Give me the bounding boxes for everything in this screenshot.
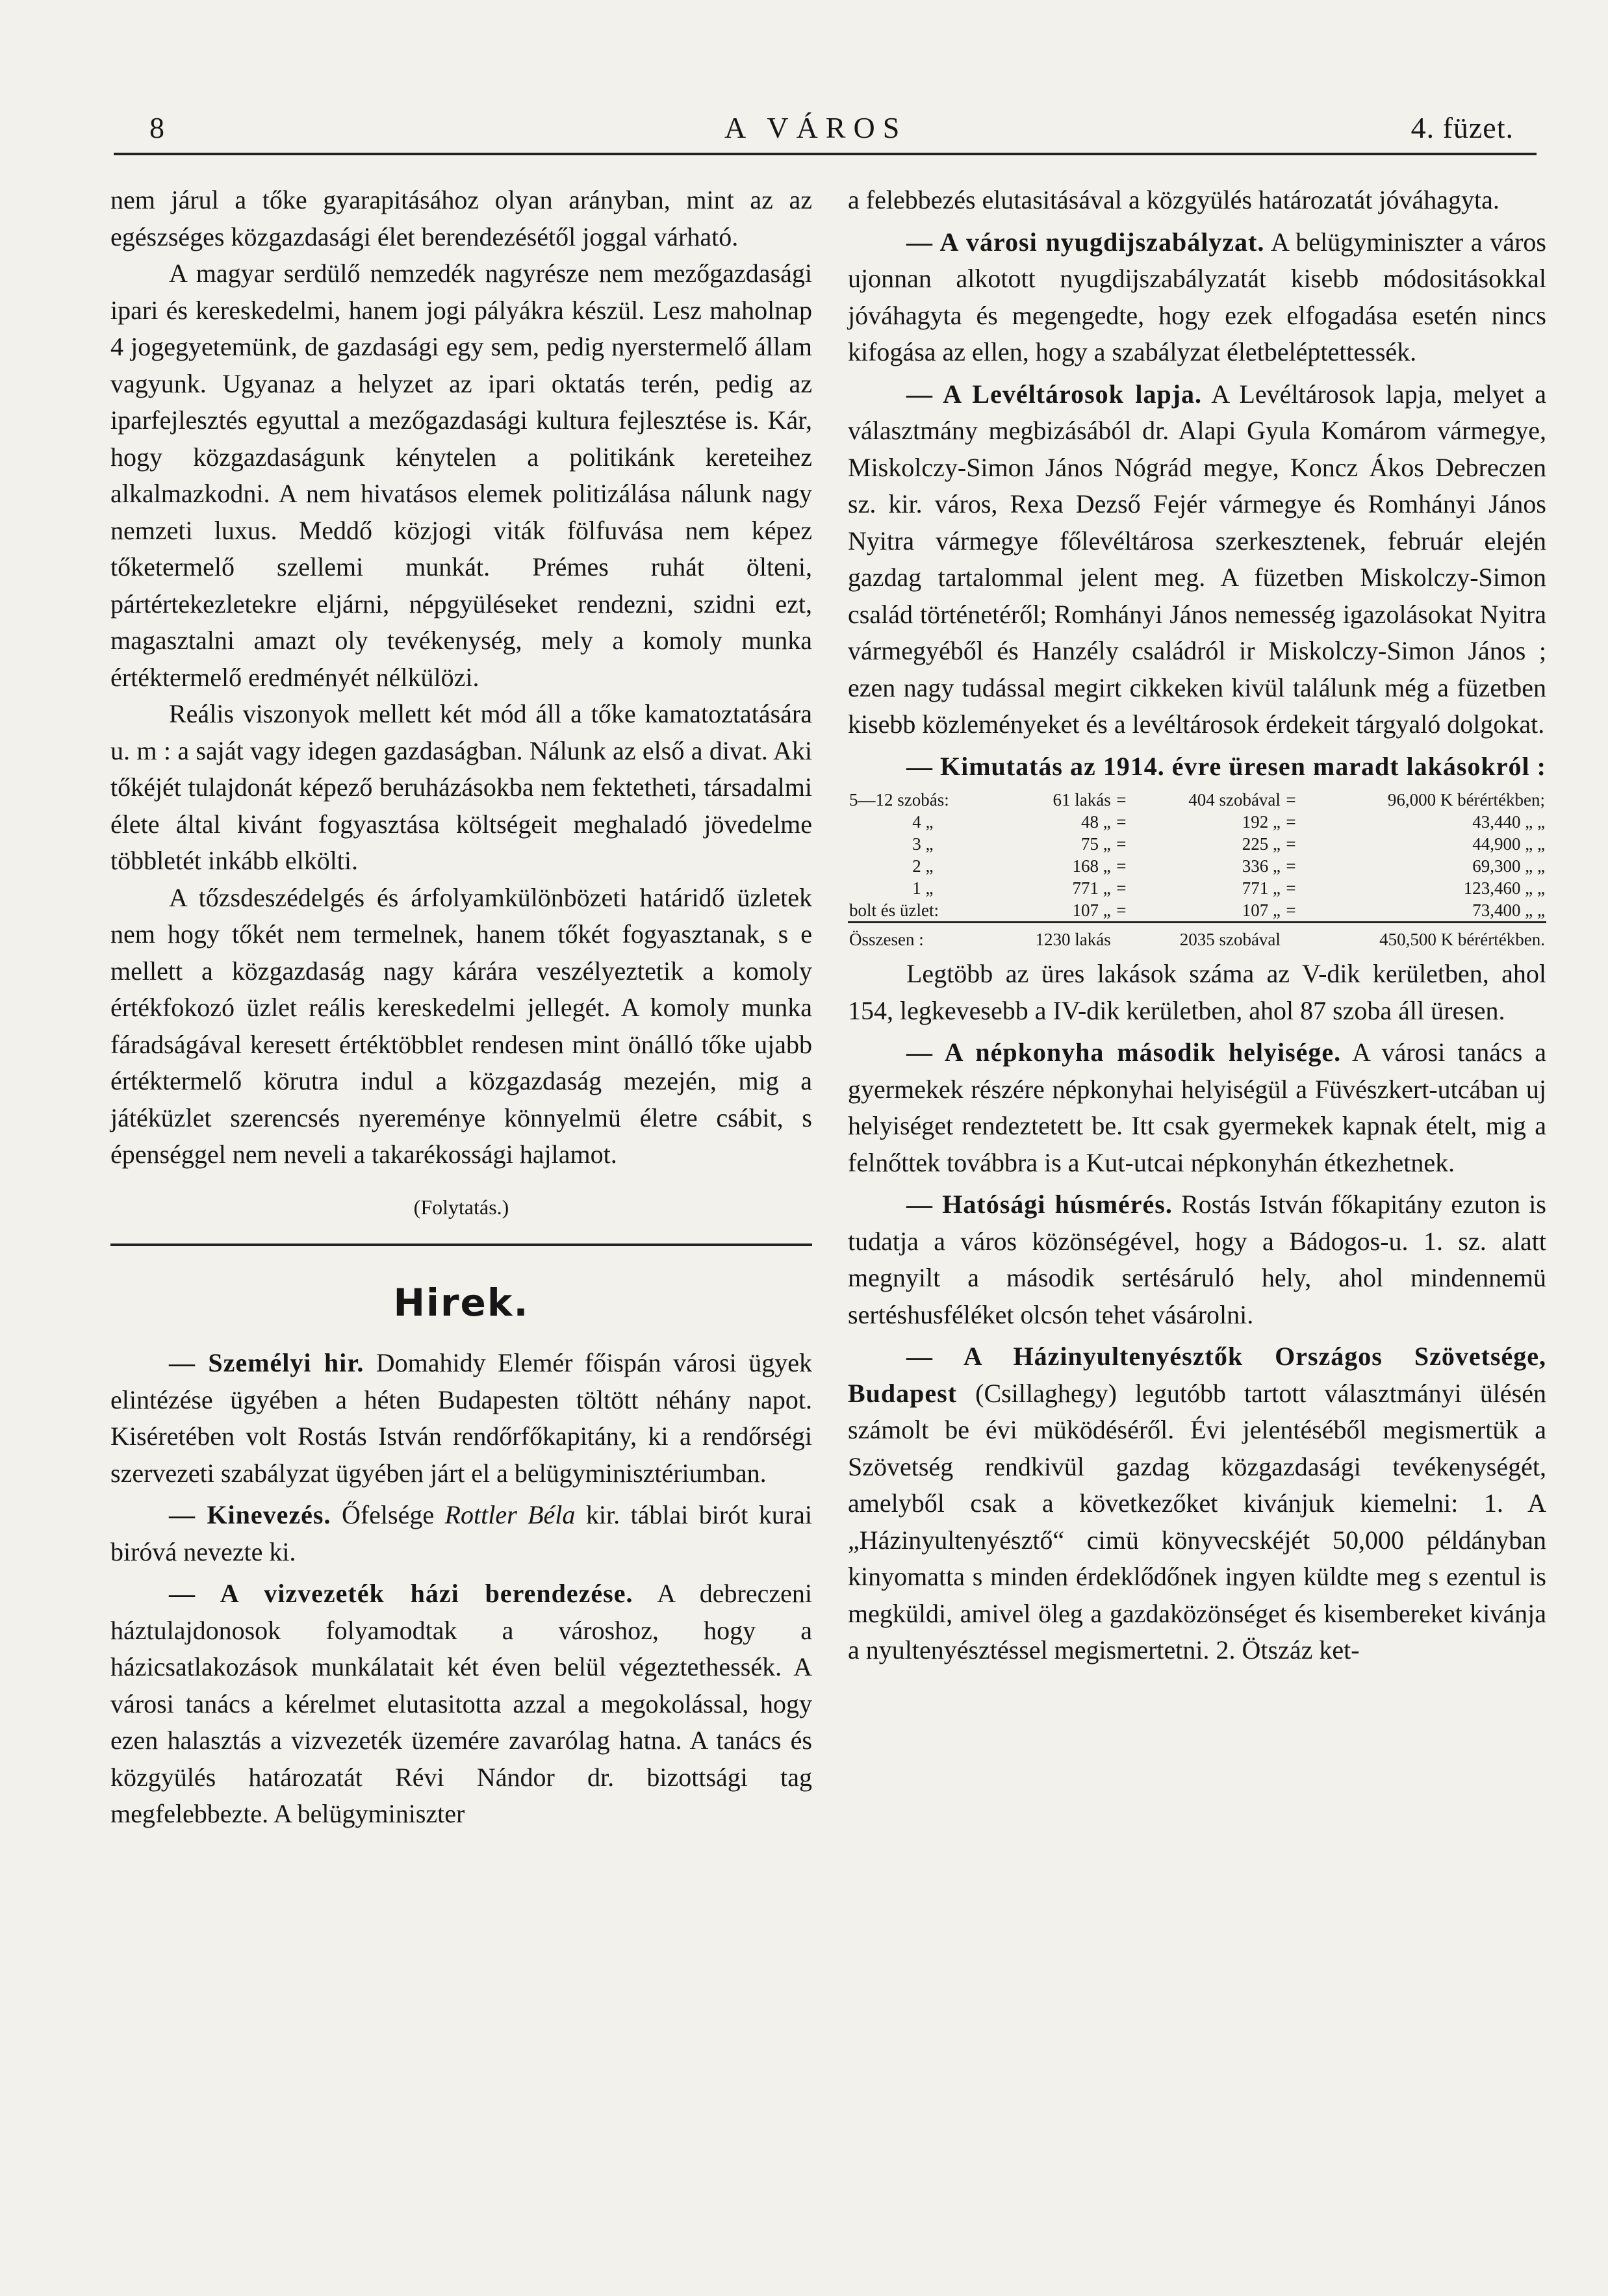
table-cell: 450,500 K bérértékben. (1300, 923, 1546, 951)
news-item-title: — A Házinyultenyésztők Országos Szövetsége, Budapest (848, 1342, 1546, 1408)
table-cell: 336 „ (1242, 856, 1281, 876)
table-cell-empty (1112, 923, 1130, 951)
news-item-text: A debreczeni háztulajdonosok folyamodtak a városhoz, hogy a házicsatlakozások munkálatait két éven belül végeztethessék. A városi tanács a kérelmet elutasitotta azzal a megokolással, hogy ezen halasztás a vizvezeték üzemére zavarólag hatna. A tanács és közgyülés határozatát Révi Nándor dr. bizottsági tag megfelebbezte. A belügyminiszter (110, 1579, 812, 1828)
table-cell: = (1116, 834, 1127, 854)
table-cell: 123,460 „ „ (1463, 878, 1545, 898)
table-cell: 2035 szobával (1130, 923, 1282, 951)
news-item-text: Domahidy Elemér főispán városi ügyek elintézése ügyében a héten Budapesten töltött néhány napot. Kiséretében volt Rostás István rendőrfőkapitány, ki a rendőrségi szervezeti szabályzat ügyében járt el a belügyminisztériumban. (110, 1348, 812, 1488)
news-item-title: — A Levéltárosok lapja. (906, 379, 1203, 409)
news-item-title: — Személyi hir. (169, 1348, 364, 1377)
table-cell: = (1116, 812, 1127, 832)
table-cell: 3 „ (912, 834, 934, 854)
news-item (848, 1338, 1546, 1669)
news-item-text: Őfelsége (331, 1500, 445, 1529)
table-cell: = (1286, 834, 1296, 854)
table-cell: 771 „ (1072, 878, 1111, 898)
table-cell: 96,000 K bérértékben; (1387, 790, 1545, 810)
news-heading: Hirek. (393, 1281, 530, 1325)
news-item (848, 1034, 1546, 1181)
table-cell: 44,900 „ „ (1472, 834, 1545, 854)
table-cell: 225 „ (1242, 834, 1281, 854)
table-cell: 61 lakás (1053, 790, 1111, 810)
table-cell: 2 „ (912, 856, 934, 876)
table-row (848, 855, 1546, 877)
table-cell: = (1286, 812, 1296, 832)
table-cell: 771 „ (1242, 878, 1281, 898)
table-row (848, 833, 1546, 855)
table-cell: = (1116, 790, 1127, 810)
news-item-text: A Levéltárosok lapja, melyet a választmány megbizásából dr. Alapi Gyula Komárom vármegye, Miskolczy-Simon János Nógrád megye, Koncz Ákos Debreczen sz. kir. város, Rexa Dezső Fejér vármegye és Romhányi János Nyitra vármegye főlevéltárosa szerkesztenek, február elején gazdag tartalommal jelent meg. A füzetben Miskolczy-Simon család történetéről; Romhányi János nemesség igazolásokat Nyitra vármegyéből és Hanzély családról ir Miskolczy-Simon János ; ezen nagy tudással megirt cikkeken kivül találunk még a füzetben kisebb közleményeket és a levéltárosok érdekeit tárgyaló dolgokat. (848, 379, 1546, 739)
article-paragraph: Reális viszonyok mellett két mód áll a tőke kamatoztatására u. m : a saját vagy idegen gazdaságban. Nálunk az első a divat. Aki tőkéjét tulajdonát képező beruházásokba nem fektetheti, társadalmi élete által kivánt fogyasztása költségeit meghaladó jövedelme többletét inkább elkölti. (110, 699, 812, 875)
table-cell: 168 „ (1072, 856, 1111, 876)
table-cell: = (1116, 856, 1127, 876)
news-item (848, 224, 1546, 371)
table-row (848, 789, 1546, 811)
table-cell: 107 „ (1242, 900, 1281, 920)
table-cell: 404 szobával (1188, 790, 1281, 810)
page-number: 8 (149, 111, 167, 144)
table-cell-empty (1282, 923, 1300, 951)
journal-title: A VÁROS (724, 111, 908, 144)
table-cell: 5—12 szobás: (849, 790, 949, 810)
news-item-title: — Hatósági húsmérés. (906, 1190, 1173, 1219)
header-rule (114, 153, 1537, 155)
news-continuation: a felebbezés elutasitásával a közgyülés határozatát jóváhagyta. (848, 185, 1500, 214)
table-cell: = (1116, 878, 1127, 898)
table-cell: = (1286, 856, 1296, 876)
news-item (110, 1345, 812, 1492)
article-paragraph: nem járul a tőke gyarapitásához olyan arányban, mint az az egészséges közgazdasági élet berendezésétől joggal várható. (110, 185, 812, 251)
news-item-text: Rostás István főkapitány ezuton is tudatja a város közönségével, hogy a Bádogos-u. 1. sz. alatt megnyilt a második sertésáruló hely, ahol mindennemü sertéshusféléket olcsón tehet vásárolni. (848, 1190, 1546, 1329)
continuation-note: (Folytatás.) (413, 1195, 509, 1219)
table-cell: = (1116, 900, 1127, 920)
news-item (110, 1575, 812, 1833)
news-item-title: — A városi nyugdijszabályzat. (906, 227, 1265, 257)
article-paragraph: A tőzsdeszédelgés és árfolyamkülönbözeti határidő üzletek nem hogy tőkét nem termelnek, hanem tőkét fogyasztanak, s e mellett a közgazdaság nagy kárára veszélyeztetik a komoly értékfokozó üzlet reális kereskedelmi jellegét. A komoly munka fáradságával keresett értéktöbblet rendesen mint önálló tőke ujabb értéktermelő körutra indul a közgazdaság mezején, mig a játéküzlet szerencsés nyereménye könnyelmü életre csábit, s épenséggel nem neveli a takarékossági hajlamot. (110, 882, 812, 1169)
table-row (848, 811, 1546, 833)
news-item-text: A városi tanács a gyermekek részére népkonyhai helyiségül a Füvészkert-utcában uj helyiséget rendeztetett be. Itt csak gyermekek kapnak ételt, mig a felnőttek továbbra is a Kut-utcai népkonyhán étkezhetnek. (848, 1038, 1547, 1177)
table-cell: = (1286, 878, 1296, 898)
article-paragraph: A magyar serdülő nemzedék nagyrésze nem mezőgazdasági ipari és kereskedelmi, hanem jogi pályákra készül. Lesz maholnap 4 jogegyetemünk, de gazdasági egy sem, pedig nyerstermelő állam vagyunk. Ugyanaz a helyzet az ipari oktatás terén, pedig az iparfejlesztés egyuttal a mezőgazdasági kultura fejlesztése is. Kár, hogy közgazdaságunk kénytelen a politikánk kereteihez alkalmazkodni. A nem hivatásos elemek politizálása nálunk nagy nemzeti luxus. Meddő közjogi viták fölfuvása nem képez tőketermelő szellemi munkát. Prémes ruhát ölteni, pártértekezletekre eljárni, népgyüléseket rendezni, szidni ezt, magasztalni amazt oly tevékenység, mely a komoly munka értéktermelő eredményét nélkülözi. (110, 259, 812, 692)
section-rule (110, 1244, 812, 1246)
table-cell: 43,440 „ „ (1472, 812, 1545, 832)
stats-heading (848, 748, 1546, 785)
issue-label: 4. füzet. (1410, 111, 1514, 144)
table-row (848, 877, 1546, 899)
news-item-text: kir. táblai birót kurai biróvá nevezte ki. (110, 1500, 812, 1566)
table-cell: 75 „ (1081, 834, 1111, 854)
news-item-name: Rottler Béla (444, 1500, 576, 1529)
news-item-title: — Kinevezés. (169, 1500, 331, 1529)
table-cell: 1 „ (912, 878, 934, 898)
news-item (848, 376, 1546, 743)
table-cell: Összesen : (848, 923, 998, 951)
table-cell: 69,300 „ „ (1472, 856, 1545, 876)
news-item (110, 1497, 812, 1570)
table-cell: = (1286, 900, 1296, 920)
table-cell: 73,400 „ „ (1472, 900, 1545, 920)
news-item-text: (Csillaghegy) legutóbb tartott választmányi ülésén számolt be évi müködéséről. Évi jelentéséből megismertük a Szövetség rendkivül gazdag közgazdasági tevékenységét, amelyből csak a következőket kivánjuk kiemelni: 1. A „Házinyultenyésztő“ cimü könyvecskéjét 50,000 példányban kinyomatta s minden érdeklődőnek ingyen küldte meg s ezentul is megküldi, amivel öleg a gazdaközönséget és kisembereket kivánja a nyultenyésztéssel megismertetni. 2. Ötszáz ket- (848, 1378, 1546, 1665)
table-cell: 192 „ (1242, 812, 1281, 832)
left-column (110, 182, 812, 1833)
news-item (848, 1186, 1546, 1333)
stats-summary: Legtöbb az üres lakások száma az V-dik kerületben, ahol 154, legkevesebb a IV-dik kerületben, ahol 87 szoba áll üresen. (848, 959, 1546, 1025)
table-cell: bolt és üzlet: (849, 900, 939, 920)
table-cell: 1230 lakás (998, 923, 1112, 951)
table-cell: 48 „ (1081, 812, 1111, 832)
table-row (848, 899, 1546, 923)
table-total-row (848, 923, 1546, 951)
table-cell: = (1286, 790, 1296, 810)
vacant-flats-table (848, 789, 1546, 950)
stats-heading-text: — Kimutatás az 1914. évre üresen maradt lakásokról : (906, 751, 1546, 781)
news-item-title: — A vizvezeték házi berendezése. (169, 1579, 633, 1608)
right-column (848, 182, 1546, 1669)
news-item-title: — A népkonyha második helyisége. (906, 1038, 1342, 1067)
news-item-text: A belügyminiszter a város ujonnan alkotott nyugdijszabályzatát kisebb módositásokkal jóváhagyta és megengedte, hogy ezek elfogadása esetén nincs kifogása az ellen, hogy a szabályzat életbeléptettessék. (848, 227, 1546, 366)
page-header (110, 104, 1540, 156)
table-cell: 4 „ (912, 812, 934, 832)
table-cell: 107 „ (1072, 900, 1111, 920)
